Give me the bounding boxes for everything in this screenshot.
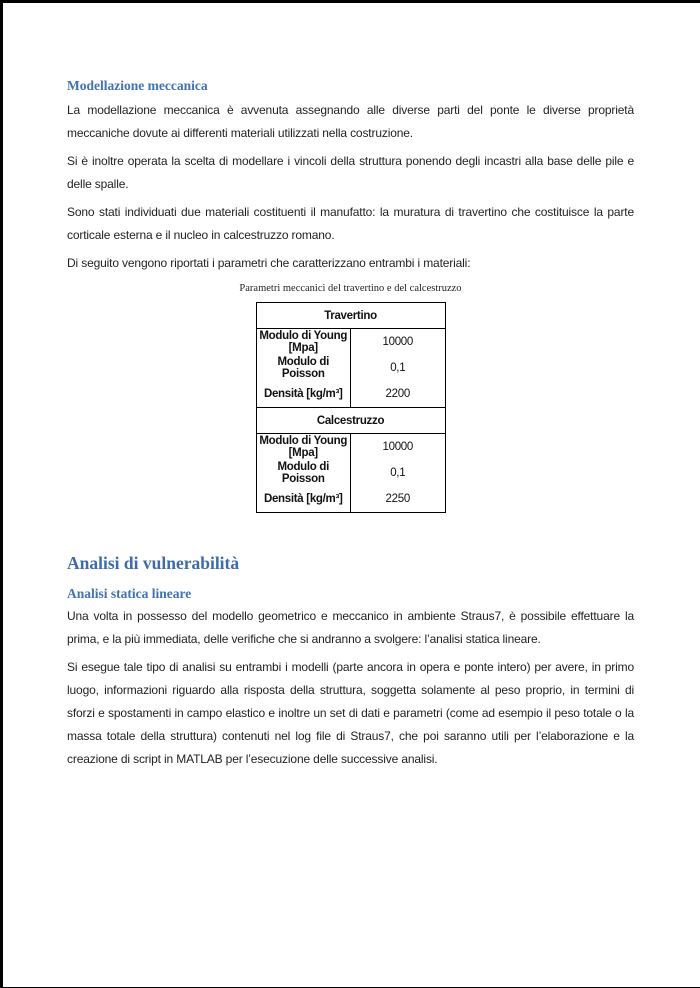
table-row	[256, 381, 445, 408]
section-header-travertino: Travertino	[256, 303, 445, 329]
row-label-young-calcestruzzo: Modulo di Young [Mpa]	[256, 434, 351, 461]
table-section-header-row	[256, 408, 445, 434]
table-row	[256, 460, 445, 486]
row-value-poisson-calcestruzzo: 0,1	[351, 460, 446, 486]
heading-analisi-di-vulnerabilita: Analisi di vulnerabilità	[67, 553, 240, 573]
paragraph-modellazione-3: Sono stati individuati due materiali costituenti il manufatto: la muratura di travertino che costituisce la parte corticale esterna e il nucleo in calcestruzzo romano.	[67, 205, 634, 242]
page-content	[3, 3, 700, 771]
table-row	[256, 355, 445, 381]
row-value-young-calcestruzzo: 10000	[351, 434, 446, 461]
row-value-poisson-travertino: 0,1	[351, 355, 446, 381]
row-label-poisson-travertino: Modulo di Poisson	[256, 355, 351, 381]
table-row	[256, 329, 445, 356]
paragraph-analisi-1: Una volta in possesso del modello geometrico e meccanico in ambiente Straus7, è possibile effettuare la prima, e la più immediata, delle verifiche che si andranno a svolgere: l’analisi statica lineare.	[67, 609, 634, 646]
section-header-calcestruzzo: Calcestruzzo	[256, 408, 445, 434]
row-value-densita-travertino: 2200	[351, 381, 446, 408]
material-parameters-table	[256, 302, 446, 513]
heading-analisi-statica-lineare: Analisi statica lineare	[67, 586, 192, 601]
heading-modellazione-meccanica: Modellazione meccanica	[67, 78, 208, 93]
table-row	[256, 434, 445, 461]
table-caption: Parametri meccanici del travertino e del calcestruzzo	[239, 283, 462, 294]
paragraph-modellazione-4: Di seguito vengono riportati i parametri che caratterizzano entrambi i materiali:	[67, 256, 471, 270]
paragraph-modellazione-2: Si è inoltre operata la scelta di modellare i vincoli della struttura ponendo degli incastri alla base delle pile e delle spalle.	[67, 154, 634, 191]
document-page	[3, 3, 700, 987]
row-value-densita-calcestruzzo: 2250	[351, 486, 446, 513]
table-row	[256, 486, 445, 513]
row-label-poisson-calcestruzzo: Modulo di Poisson	[256, 460, 351, 486]
paragraph-analisi-2: Si esegue tale tipo di analisi su entrambi i modelli (parte ancora in opera e ponte intero) per avere, in primo luogo, informazioni riguardo alla risposta della struttura, soggetta solamente al peso proprio, in termini di sforzi e spostamenti in campo elastico e inoltre un set di dati e parametri (come ad esempio il peso totale o la massa totale della struttura) contenuti nel log file di Straus7, che poi saranno utili per l’elaborazione e la creazione di script in MATLAB per l’esecuzione delle successive analisi.	[67, 660, 634, 766]
row-value-young-travertino: 10000	[351, 329, 446, 356]
table-section-header-row	[256, 303, 445, 329]
paragraph-modellazione-1: La modellazione meccanica è avvenuta assegnando alle diverse parti del ponte le diverse proprietà meccaniche dovute ai differenti materiali utilizzati nella costruzione.	[67, 103, 634, 140]
row-label-young-travertino: Modulo di Young [Mpa]	[256, 329, 351, 356]
row-label-densita-travertino: Densità [kg/m³]	[256, 381, 351, 408]
row-label-densita-calcestruzzo: Densità [kg/m³]	[256, 486, 351, 513]
